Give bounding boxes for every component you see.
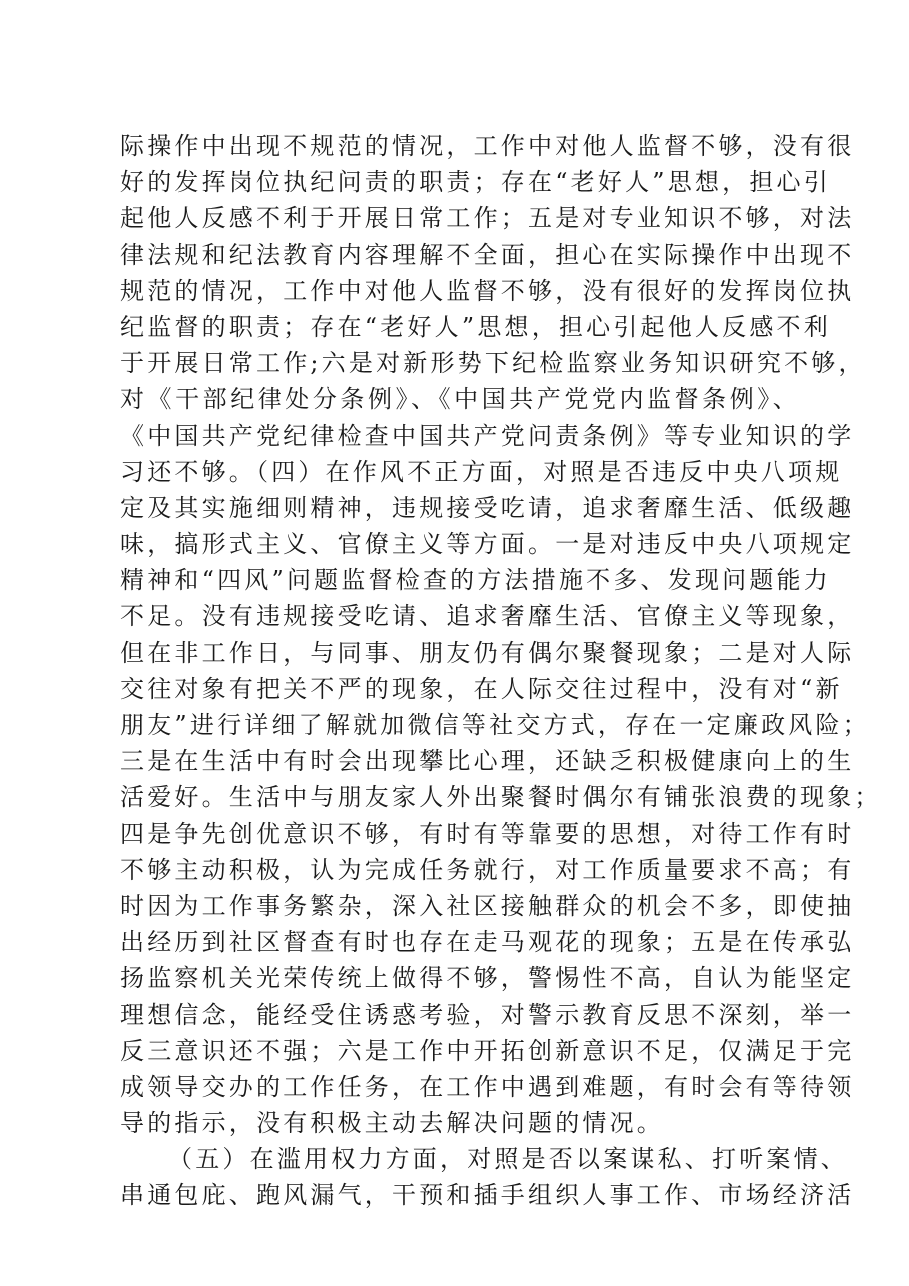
text-line: 《中国共产党纪律检查中国共产党问责条例》等专业知识的学 — [120, 421, 855, 450]
text-line: 成领导交办的工作任务，在工作中遇到难题，有时会有等待领 — [120, 1072, 855, 1101]
text-line: 时因为工作事务繁杂，深入社区接触群众的机会不多，即使抽 — [120, 891, 855, 920]
text-line: 理想信念，能经受住诱惑考验，对警示教育反思不深刻，举一 — [120, 1000, 855, 1029]
text-line: 对《干部纪律处分条例》、《中国共产党党内监督条例》、 — [120, 385, 800, 414]
body-text — [120, 128, 882, 1214]
text-line: 四是争先创优意识不够，有时有等靠要的思想，对待工作有时 — [120, 819, 855, 848]
text-line: 起他人反感不利于开展日常工作；五是对专业知识不够，对法 — [120, 204, 855, 233]
text-line: 律法规和纪法教育内容理解不全面，担心在实际操作中出现不 — [120, 240, 855, 269]
text-line: 交往对象有把关不严的现象，在人际交往过程中，没有对“新 — [120, 674, 843, 703]
text-line: 朋友”进行详细了解就加微信等社交方式，存在一定廉政风险； — [120, 711, 870, 739]
text-line: 活爱好。生活中与朋友家人外出聚餐时偶尔有铺张浪费的现象； — [120, 783, 882, 812]
text-line: 三是在生活中有时会出现攀比心理，还缺乏积极健康向上的生 — [120, 747, 855, 776]
text-line: 串通包庇、跑风漏气，干预和插手组织人事工作、市场经济活 — [120, 1181, 855, 1210]
text-line: 味，搞形式主义、官僚主义等方面。一是对违反中央八项规定 — [120, 530, 855, 559]
text-line: 反三意识还不强；六是工作中开拓创新意识不足，仅满足于完 — [120, 1036, 855, 1065]
text-line: 出经历到社区督查有时也存在走马观花的现象；五是在传承弘 — [120, 928, 855, 957]
text-line: 于开展日常工作;六是对新形势下纪检监察业务知识研究不够， — [120, 349, 866, 378]
text-line: 定及其实施细则精神，违规接受吃请，追求奢靡生活、低级趣 — [120, 493, 855, 522]
text-line: 纪监督的职责；存在“老好人”思想，担心引起他人反感不利 — [120, 312, 831, 341]
text-line: 规范的情况，工作中对他人监督不够，没有很好的发挥岗位执 — [120, 276, 855, 305]
text-line: 好的发挥岗位执纪问责的职责；存在“老好人”思想，担心引 — [120, 168, 831, 197]
text-line: 精神和“四风”问题监督检查的方法措施不多、发现问题能力 — [120, 566, 831, 595]
text-line: 不足。没有违规接受吃请、追求奢靡生活、官僚主义等现象， — [120, 602, 855, 631]
text-line: 际操作中出现不规范的情况，工作中对他人监督不够，没有很 — [120, 132, 855, 160]
text-line: 不够主动积极，认为完成任务就行，对工作质量要求不高；有 — [120, 855, 855, 884]
text-line: 扬监察机关光荣传统上做得不够，警惕性不高，自认为能坚定 — [120, 964, 855, 993]
text-line: 习还不够。（四）在作风不正方面，对照是否违反中央八项规 — [120, 457, 843, 486]
paragraph-start-line: （五）在滥用权力方面，对照是否以案谋私、打听案情、 — [168, 1145, 848, 1174]
text-line: 导的指示，没有积极主动去解决问题的情况。 — [120, 1109, 664, 1138]
text-line: 但在非工作日，与同事、朋友仍有偶尔聚餐现象；二是对人际 — [120, 638, 855, 667]
